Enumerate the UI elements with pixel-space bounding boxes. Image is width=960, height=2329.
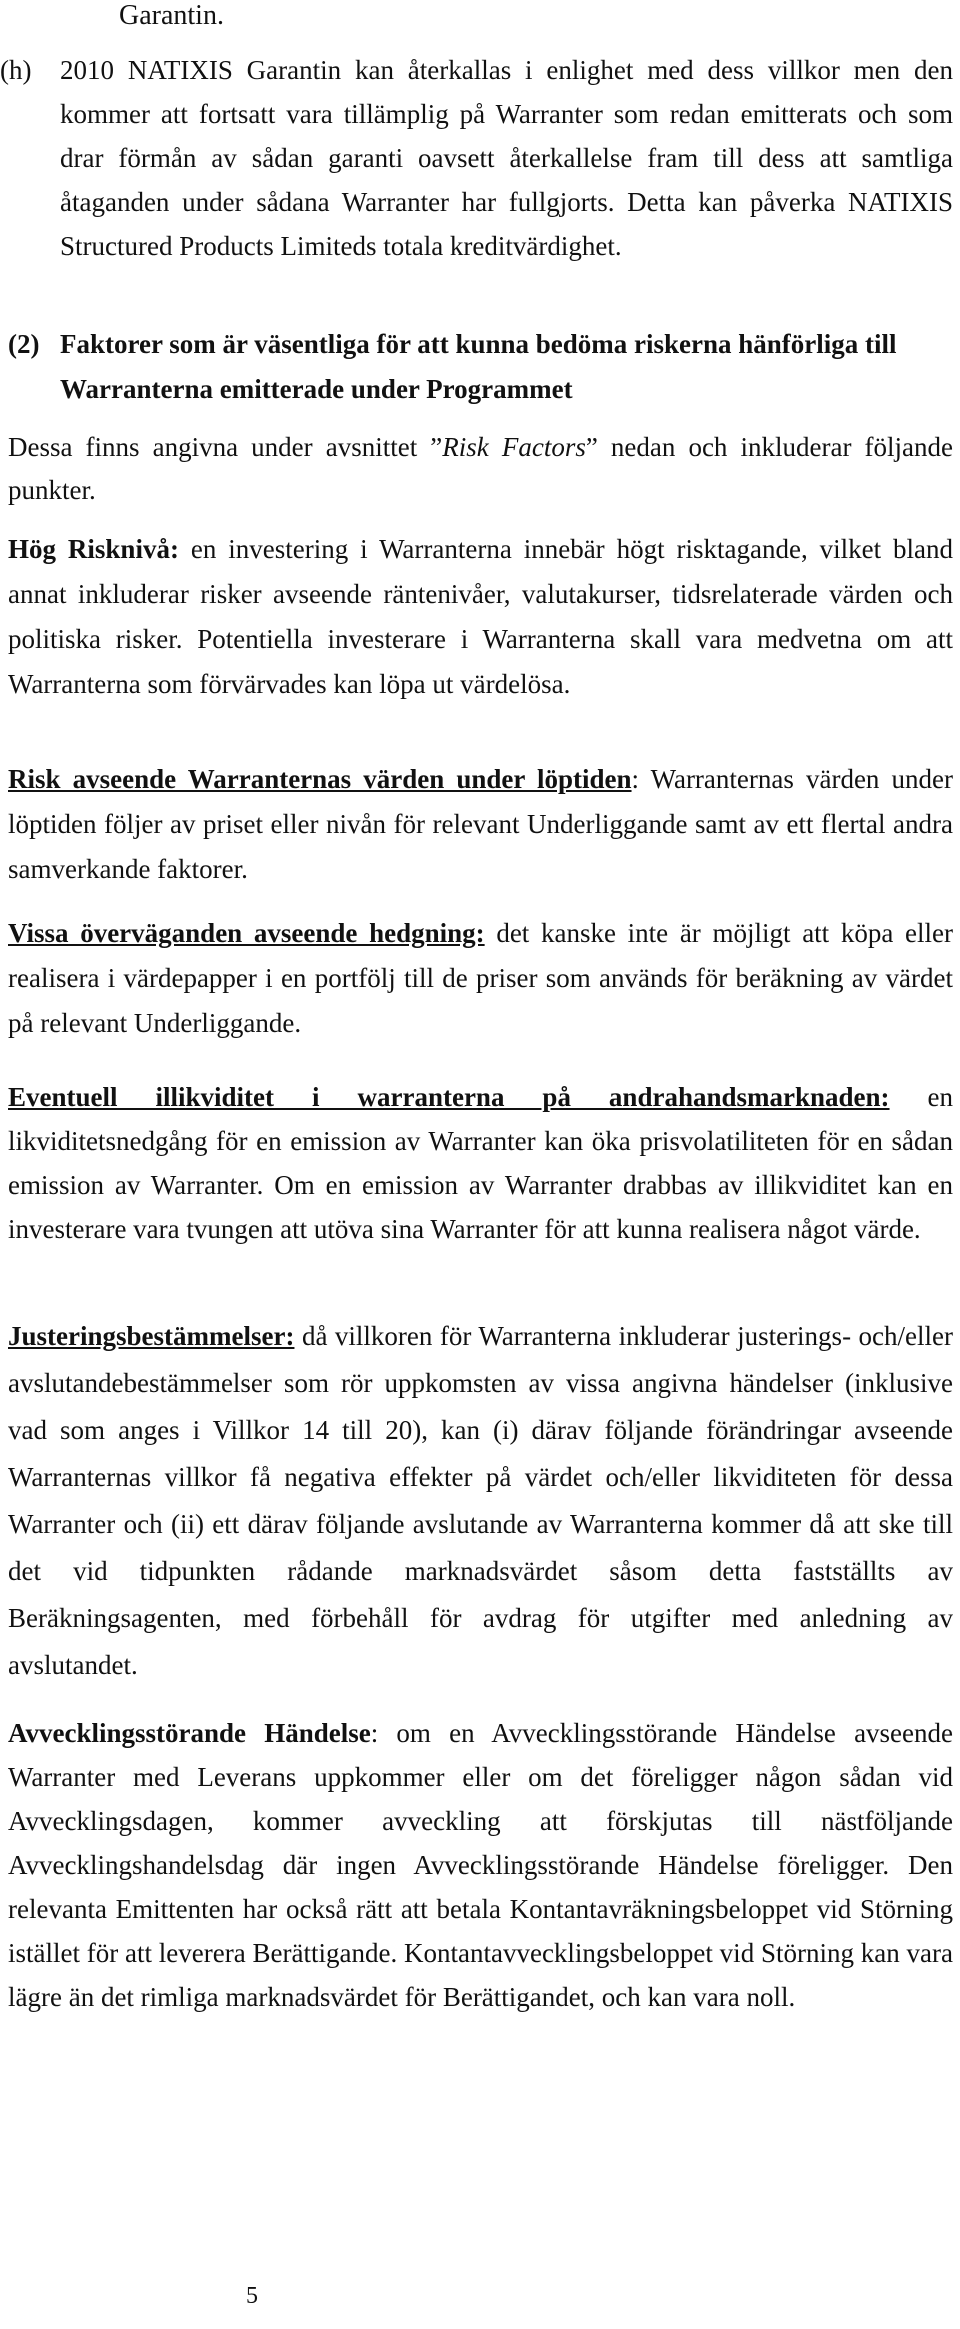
paragraph-title: Vissa överväganden avseende hedgning: — [8, 918, 485, 948]
list-item-label: (h) — [0, 55, 32, 85]
list-item-h — [0, 48, 953, 268]
continued-text: Garantin. — [119, 0, 224, 31]
paragraph-text: : Warranternas värden under löptiden följer av priset eller nivån för relevant Underliggande samt av ett flertal andra samverkande faktorer. — [8, 764, 953, 884]
paragraph-title: Risk avseende Warranternas värden under löptiden — [8, 764, 632, 794]
list-item-text: 2010 NATIXIS Garantin kan återkallas i enlighet med dess villkor men den kommer att fortsatt vara tillämplig på Warranter som redan emitterats och som drar förmån av sådan garanti oavsett återkallelse fram till dess att samtliga åtaganden under sådana Warranter har fullgjorts. Detta kan påverka NATIXIS Structured Products Limiteds totala kreditvärdighet. — [60, 55, 953, 261]
intro-italic: Risk Factors — [442, 432, 586, 462]
paragraph-title: Avvecklingsstörande Händelse — [8, 1718, 371, 1748]
paragraph-title: Hög Risknivå: — [8, 534, 179, 564]
intro-text-before: Dessa finns angivna under avsnittet ” — [8, 432, 443, 462]
risk-paragraph-high-risk — [8, 527, 953, 707]
paragraph-text: : om en Avvecklingsstörande Händelse avseende Warranter med Leverans uppkommer eller om det föreligger någon sådan vid Avvecklingsdagen, kommer avveckling att förskjutas till nästföljande Avvecklingshandelsdag där ingen Avvecklingsstörande Händelse föreligger. Den relevanta Emittenten har också rätt att betala Kontantavräkningsbeloppet vid Störning istället för att leverera Berättigande. Kontantavvecklingsbeloppet vid Störning kan vara lägre än det rimliga marknadsvärdet för Berättigandet, och kan vara noll. — [8, 1718, 954, 2012]
intro-paragraph — [8, 426, 953, 512]
paragraph-text: det kanske inte är möjligt att köpa eller realisera i värdepapper i en portfölj till de priser som används för beräkning av värdet på relevant Underliggande. — [8, 918, 953, 1038]
paragraph-title: Eventuell illikviditet i warranterna på andrahandsmarknaden: — [8, 1082, 890, 1112]
risk-paragraph-hedging — [8, 911, 953, 1046]
risk-paragraph-adjustment — [8, 1313, 953, 1689]
risk-paragraph-value-during-term — [8, 757, 953, 892]
risk-paragraph-illiquidity — [8, 1075, 953, 1251]
risk-paragraph-settlement-disruption — [8, 1711, 953, 2019]
page-number: 5 — [246, 2283, 258, 2309]
paragraph-text: en likviditetsnedgång för en emission av Warranter kan öka prisvolatiliteten för en sådan emission av Warranter. Om en emission av Warranter drabbas av illikviditet kan en investerare vara tvungen att utöva sina Warranter för att kunna realisera något värde. — [8, 1082, 954, 1244]
paragraph-text: då villkoren för Warranterna inkluderar justerings- och/eller avslutandebestämmelser som rör uppkomsten av vissa angivna händelser (inklusive vad som anges i Villkor 14 till 20), kan (i) därav följande förändringar avseende Warranternas villkor få negativa effekter på värdet och/eller likviditeten för dessa Warranter och (ii) ett därav följande avslutande av Warranterna kommer då att ske till det vid tidpunkten rådande marknadsvärdet såsom detta fastställts av Beräkningsagenten, med förbehåll för avdrag för utgifter med anledning av avslutandet. — [8, 1321, 953, 1680]
intro-text-after: ” nedan och inkluderar följande punkter. — [8, 432, 954, 505]
paragraph-title: Justeringsbestämmelser: — [8, 1321, 295, 1351]
section-title: Faktorer som är väsentliga för att kunna bedöma riskerna hänförliga till Warranterna emitterade under Programmet — [60, 329, 897, 404]
paragraph-text: en investering i Warranterna innebär högt risktagande, vilket bland annat inkluderar risker avseende räntenivåer, valutakurser, tidsrelaterade värden och politiska risker. Potentiella investerare i Warranterna skall vara medvetna om att Warranterna som förvärvades kan löpa ut värdelösa. — [8, 534, 953, 699]
section-heading — [8, 322, 953, 412]
section-number: (2) — [8, 329, 40, 359]
